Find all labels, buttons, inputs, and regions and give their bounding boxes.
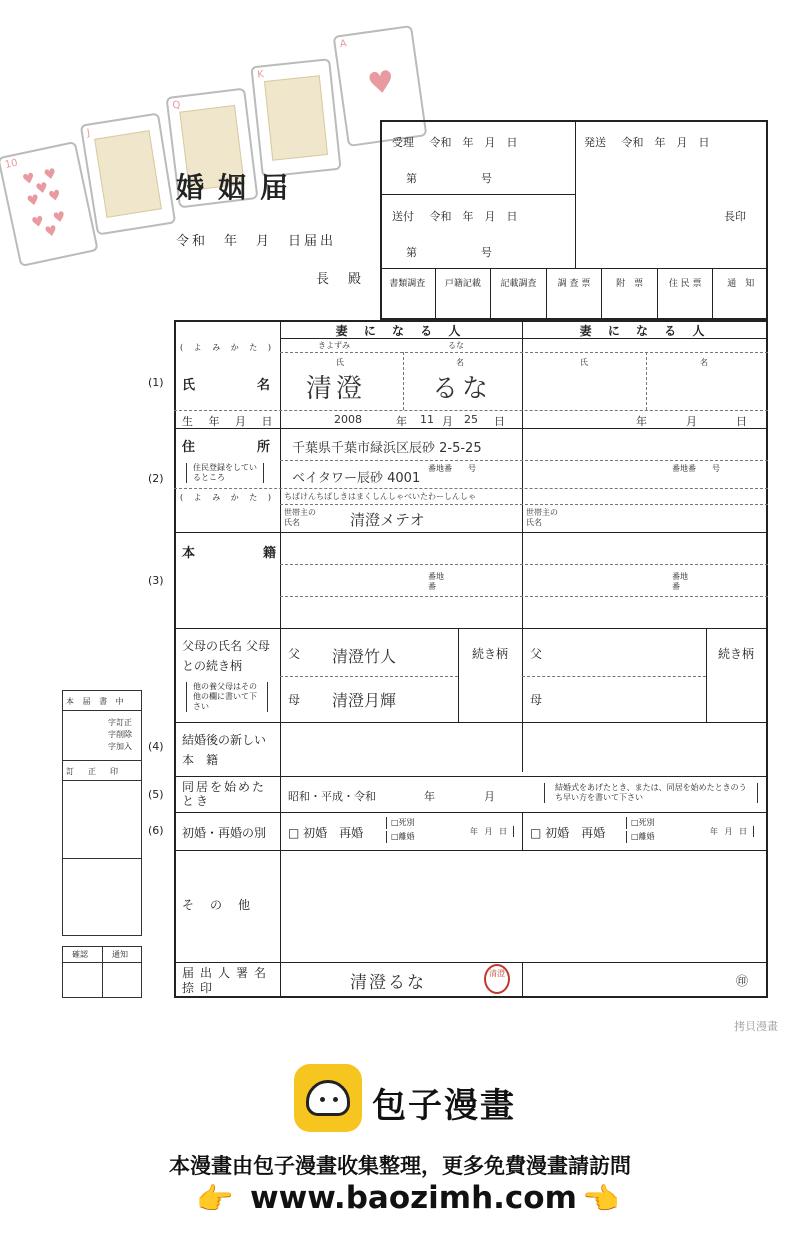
- uji-label: 氏: [336, 358, 344, 367]
- office-check-cell: 住 民 票: [658, 268, 714, 320]
- hanko-seal: 清澄: [484, 964, 510, 994]
- row-number-1: (1): [148, 376, 164, 389]
- banchi-label: 番地番 号: [428, 464, 476, 473]
- address-furigana: ちばけんちばしきはまくしんしゃべいたわーしんしゃ: [284, 492, 476, 501]
- address-label: 住 所: [182, 440, 283, 455]
- cohabit-month: 月: [484, 790, 495, 803]
- watermark: 拷貝漫畫: [734, 1020, 778, 1033]
- pointer-right-icon: 👉: [196, 1182, 234, 1217]
- bereavement-box-2[interactable]: □死別: [626, 817, 655, 829]
- card-ace-hearts: A ♥: [333, 25, 428, 147]
- birth-year: 2008: [334, 413, 362, 426]
- remarriage-date: 年 月 日: [456, 826, 514, 837]
- hassou-line: 発送 令和 年 月 日: [584, 136, 710, 149]
- mei-label: 名: [456, 358, 464, 367]
- footer-url[interactable]: www.baozimh.com: [250, 1180, 577, 1216]
- address-note: 住民登録をしているところ: [186, 463, 264, 483]
- seal-mark: ㊞: [736, 974, 749, 988]
- corrections-label: 字訂正 字削除 字加入: [108, 718, 132, 751]
- honseki-banchi: 番地番: [428, 572, 444, 591]
- kakunin-label: 確認: [72, 950, 88, 959]
- office-check-cell: 附 票: [602, 268, 658, 320]
- householder-label-2: 世帯主の氏名: [526, 508, 558, 527]
- office-check-cell: 通 知: [727, 279, 755, 289]
- addressee: 長 殿: [316, 272, 365, 287]
- address-line-1: 千葉県千葉市緑浜区辰砂 2-5-25: [292, 441, 482, 456]
- yomikata-label: ( よ み か た ): [180, 343, 275, 352]
- wife-column-header-2: 妻 に な る 人: [579, 324, 711, 338]
- other-label: その他: [182, 898, 267, 912]
- office-check-row: [380, 268, 768, 320]
- parents-note: 他の養父母はその他の欄に書いて下さい: [186, 682, 268, 712]
- name-label: 氏 名: [182, 378, 283, 393]
- mother-label-2: 母: [530, 693, 543, 707]
- month-label-2: 月: [686, 415, 697, 428]
- tsuchi-label: 通知: [112, 950, 128, 959]
- year-label-2: 年: [636, 415, 647, 428]
- new-honseki-label: 結婚後の新しい本 籍: [182, 733, 267, 767]
- bun-icon: [306, 1080, 350, 1116]
- wife-column-header: 妻 に な る 人: [335, 324, 467, 338]
- row-number-2: (2): [148, 472, 164, 485]
- birth-month: 11: [420, 413, 434, 426]
- zokugara-label-2: 続き柄: [718, 647, 755, 661]
- card-10-hearts: 10 ♥ ♥ ♥ ♥ ♥ ♥ ♥ ♥: [0, 141, 99, 267]
- mother-label: 母: [288, 693, 301, 707]
- office-check-cell: 調 査 票: [547, 268, 603, 320]
- honban-label: 本 届 書 中: [66, 697, 127, 706]
- marriage-type-label: 初婚・再婚の別: [182, 826, 267, 840]
- row-number-3: (3): [148, 574, 164, 587]
- householder-value: 清澄メテオ: [350, 511, 425, 529]
- furigana-given: るな: [448, 341, 464, 350]
- cohabit-eras: 昭和・平成・令和: [288, 790, 376, 803]
- cohabit-year: 年: [424, 790, 435, 803]
- mother-name: 清澄月輝: [332, 691, 397, 710]
- footer-notice: 本漫畫由包子漫畫收集整理，更多免費漫畫請訪問: [169, 1154, 631, 1178]
- juri-line: 受理 令和 年 月 日: [392, 136, 518, 149]
- shokon-saikon-2: □ 初婚 再婚: [530, 826, 606, 840]
- card-king-hearts: K: [250, 58, 341, 178]
- juri-number: 第 号: [406, 172, 496, 185]
- father-label: 父: [288, 647, 301, 661]
- banchi-label-2: 番地番 号: [672, 464, 720, 473]
- surname-value: 清澄: [306, 374, 367, 404]
- shokon-saikon: □ 初婚 再婚: [288, 826, 364, 840]
- date-line: 令和 年 月 日届出: [176, 234, 337, 249]
- teisei-label: 訂 正 印: [66, 767, 121, 776]
- signature-value: 清澄るな: [350, 973, 426, 993]
- footer-brand: 包子漫畫: [372, 1086, 516, 1126]
- office-check-cell: 記載調査: [491, 268, 547, 320]
- year-label: 年: [396, 415, 407, 428]
- uji-label-2: 氏: [580, 358, 588, 367]
- signature-label: 届出人署名捺印: [182, 966, 273, 995]
- remarriage-date-2: 年 月 日: [690, 826, 754, 837]
- card-queen-hearts: Q: [165, 88, 258, 209]
- honseki-banchi-2: 番地番: [672, 572, 688, 591]
- householder-label: 世帯主の氏名: [284, 508, 316, 527]
- cohabit-label: 同居を始めたとき: [182, 780, 267, 808]
- divorce-box[interactable]: □離婚: [386, 831, 415, 843]
- birth-day: 25: [464, 413, 478, 426]
- row-number-6: (6): [148, 824, 164, 837]
- row-number-4: (4): [148, 740, 164, 753]
- zokugara-label: 続き柄: [472, 647, 509, 661]
- cohabit-note: 結婚式をあげたとき、または、同居を始めたときのうち早い方を書いて下さい: [544, 783, 758, 803]
- office-check-cell: 書類調査: [380, 268, 436, 320]
- row-number-5: (5): [148, 788, 164, 801]
- given-name-value: るな: [432, 374, 493, 404]
- day-label-2: 日: [736, 415, 747, 428]
- honseki-label: 本 籍: [182, 546, 291, 561]
- month-label: 月: [442, 415, 453, 428]
- chouin-label: 長印: [724, 210, 746, 223]
- address-line-2: ベイタワー辰砂 4001: [292, 471, 421, 486]
- soufu-number: 第 号: [406, 246, 496, 259]
- form-title: 婚姻届: [176, 171, 303, 204]
- parents-label: 父母の氏名 父母との続き柄: [182, 639, 270, 673]
- footer-logo: [294, 1064, 362, 1132]
- pointer-left-icon: 👈: [582, 1182, 620, 1217]
- day-label: 日: [494, 415, 505, 428]
- soufu-line: 送付 令和 年 月 日: [392, 210, 518, 223]
- furigana-surname: きよずみ: [318, 341, 350, 350]
- card-jack-hearts: J: [80, 112, 177, 235]
- father-label-2: 父: [530, 647, 543, 661]
- office-check-cell: 戸籍記載: [436, 268, 492, 320]
- address-yomi-label: ( よ み か た ): [180, 493, 275, 502]
- birth-label: 生 年 月 日: [182, 415, 279, 428]
- father-name: 清澄竹人: [332, 647, 397, 666]
- mei-label-2: 名: [700, 358, 708, 367]
- bereavement-box[interactable]: □死別: [386, 817, 415, 829]
- divorce-box-2[interactable]: □離婚: [626, 831, 655, 843]
